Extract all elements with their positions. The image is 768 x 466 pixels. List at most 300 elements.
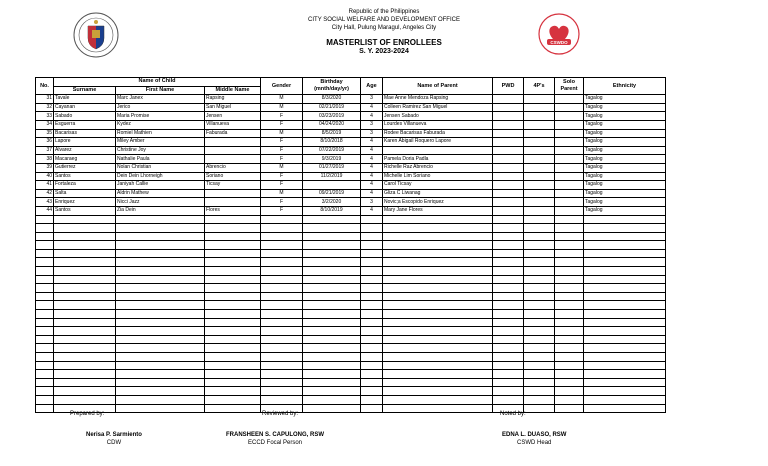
cell-age: 4 [361,172,383,181]
cell-solo-parent [555,155,584,164]
cell-surname [54,267,116,276]
cell-first-name [116,215,205,224]
cell-4ps [524,267,555,276]
cell-surname [54,395,116,404]
cell-first-name [116,310,205,319]
cell-gender [261,267,303,276]
cell-ethnicity [584,327,666,336]
cell-solo-parent [555,395,584,404]
cell-4ps [524,95,555,104]
prepared-by-signatory [86,431,142,447]
cell-pwd [493,258,524,267]
cell-age [361,224,383,233]
cell-birthday: 09/21/2019 [303,189,361,198]
cell-pwd [493,172,524,181]
empty-table-row [36,215,666,224]
cell-birthday [303,361,361,370]
cswdo-logo-text: CSWDO [550,40,568,45]
cell-gender: M [261,103,303,112]
cell-first-name [116,335,205,344]
cell-birthday: 3/2/2020 [303,198,361,207]
empty-table-row [36,275,666,284]
cell-no [36,395,54,404]
cell-pwd [493,249,524,258]
cell-parent [383,215,493,224]
cell-ethnicity [584,275,666,284]
cell-4ps [524,189,555,198]
cell-birthday [303,318,361,327]
cell-parent [383,395,493,404]
cell-birthday [303,275,361,284]
cell-pwd [493,361,524,370]
empty-table-row [36,387,666,396]
empty-table-row [36,395,666,404]
cell-birthday: 02/21/2019 [303,103,361,112]
cell-no [36,310,54,319]
cell-surname: Bacarisas [54,129,116,138]
cell-first-name [116,327,205,336]
cell-middle-name: Faburada [205,129,261,138]
empty-table-row [36,232,666,241]
cell-ethnicity: Tagalog [584,155,666,164]
cell-gender: M [261,95,303,104]
cell-surname: Tavale [54,95,116,104]
cell-ethnicity: Tagalog [584,129,666,138]
cell-gender: M [261,189,303,198]
noted-by-block [500,410,526,418]
cell-age: 3 [361,95,383,104]
cell-parent: Richelle Raz Abrencio [383,163,493,172]
cell-first-name [116,387,205,396]
cell-surname [54,224,116,233]
cell-ethnicity [584,378,666,387]
empty-table-row [36,241,666,250]
cell-parent [383,292,493,301]
cell-4ps [524,155,555,164]
cell-first-name: Maria Promise [116,112,205,121]
table-row [36,206,666,215]
cell-parent: Colleen Ramirez San Miguel [383,103,493,112]
cell-solo-parent [555,318,584,327]
cell-parent: Rodee Bacarisas Faburada [383,129,493,138]
cell-pwd [493,378,524,387]
cell-first-name: Dein Dein Lhorneigh [116,172,205,181]
cell-solo-parent [555,249,584,258]
cell-4ps [524,163,555,172]
cell-4ps [524,129,555,138]
cell-pwd [493,232,524,241]
cell-surname [54,301,116,310]
cell-pwd [493,163,524,172]
cell-gender [261,318,303,327]
cell-gender: M [261,163,303,172]
cell-parent [383,404,493,413]
cell-first-name [116,353,205,362]
cell-no [36,361,54,370]
cell-surname [54,370,116,379]
cell-ethnicity [584,310,666,319]
cell-parent [383,249,493,258]
cell-birthday [303,310,361,319]
cell-no: 31 [36,95,54,104]
table-row [36,181,666,190]
cell-solo-parent [555,361,584,370]
cell-birthday [303,395,361,404]
col-gender: Gender [261,78,303,95]
cell-pwd [493,275,524,284]
cell-age [361,310,383,319]
cell-gender [261,224,303,233]
cell-no: 43 [36,198,54,207]
cell-pwd [493,224,524,233]
cell-ethnicity: Tagalog [584,138,666,147]
cell-gender [261,344,303,353]
cell-age [361,318,383,327]
cell-no [36,249,54,258]
cell-no [36,224,54,233]
cell-ethnicity [584,361,666,370]
cell-no: 42 [36,189,54,198]
cell-surname: Alvarez [54,146,116,155]
cell-gender [261,310,303,319]
cell-first-name [116,318,205,327]
cell-gender [261,361,303,370]
cell-solo-parent [555,284,584,293]
cell-age [361,292,383,301]
cell-gender [261,215,303,224]
cell-no: 40 [36,172,54,181]
cell-pwd [493,318,524,327]
cell-gender: F [261,112,303,121]
cell-ethnicity [584,267,666,276]
cell-solo-parent [555,387,584,396]
cell-no [36,232,54,241]
cell-birthday [303,344,361,353]
cell-middle-name: Jensen [205,112,261,121]
col-name-of-parent: Name of Parent [383,78,493,95]
cell-surname [54,344,116,353]
cell-pwd [493,267,524,276]
cell-4ps [524,215,555,224]
cell-first-name [116,378,205,387]
cell-gender [261,241,303,250]
cell-gender: F [261,155,303,164]
cell-middle-name [205,344,261,353]
cell-first-name [116,284,205,293]
cell-4ps [524,206,555,215]
cell-ethnicity [584,370,666,379]
cell-4ps [524,103,555,112]
cell-no [36,258,54,267]
cell-solo-parent [555,129,584,138]
cell-no: 44 [36,206,54,215]
cell-parent [383,284,493,293]
school-year: S. Y. 2023-2024 [359,48,409,55]
cell-parent: Michelle Lim Soriano [383,172,493,181]
cell-ethnicity [584,387,666,396]
cell-solo-parent [555,103,584,112]
cell-gender: F [261,206,303,215]
cell-ethnicity: Tagalog [584,206,666,215]
reviewed-by-position: ECCD Focal Person [247,440,303,446]
cell-gender [261,395,303,404]
cell-4ps [524,146,555,155]
cell-gender: M [261,129,303,138]
cell-gender [261,249,303,258]
prepared-by-position: CDW [106,440,122,446]
cell-surname: Salta [54,189,116,198]
cell-no [36,215,54,224]
cell-first-name: Zia Dein [116,206,205,215]
cell-birthday [303,224,361,233]
cell-parent: Mae Anne Mendoza Rapsing [383,95,493,104]
cell-surname [54,310,116,319]
cell-age: 3 [361,120,383,129]
cell-first-name: Nolan Christian [116,163,205,172]
cell-ethnicity: Tagalog [584,120,666,129]
cell-middle-name [205,146,261,155]
cell-age: 4 [361,163,383,172]
cell-gender [261,387,303,396]
cell-middle-name [205,189,261,198]
cell-ethnicity [584,215,666,224]
cell-first-name [116,395,205,404]
cell-surname [54,258,116,267]
cell-surname [54,353,116,362]
cell-4ps [524,198,555,207]
cell-first-name: Nathalie Paula [116,155,205,164]
cell-solo-parent [555,120,584,129]
col-birthday: Birthday (mnth/day/yr) [303,78,361,95]
cell-no [36,335,54,344]
table-body [36,95,666,413]
cell-solo-parent [555,232,584,241]
col-no: No. [36,78,54,95]
cell-4ps [524,344,555,353]
cell-age [361,353,383,362]
cell-surname: Sabado [54,112,116,121]
cell-pwd [493,215,524,224]
cell-middle-name: Soriano [205,172,261,181]
cell-parent [383,378,493,387]
cell-no [36,370,54,379]
cell-first-name: Christine Joy [116,146,205,155]
cell-middle-name [205,224,261,233]
cell-4ps [524,327,555,336]
cell-gender [261,327,303,336]
cell-birthday [303,327,361,336]
cell-gender [261,378,303,387]
cell-middle-name [205,353,261,362]
cell-age [361,361,383,370]
cell-pwd [493,370,524,379]
cell-solo-parent [555,258,584,267]
empty-table-row [36,353,666,362]
cell-4ps [524,301,555,310]
cell-pwd [493,138,524,147]
cell-solo-parent [555,189,584,198]
cell-surname [54,318,116,327]
cell-4ps [524,181,555,190]
cell-middle-name [205,198,261,207]
cell-4ps [524,258,555,267]
cell-first-name [116,370,205,379]
col-name-of-child: Name of Child [54,78,261,87]
cell-no [36,327,54,336]
cell-middle-name [205,267,261,276]
cell-birthday: 04/24/2020 [303,120,361,129]
cell-surname: Macaraeg [54,155,116,164]
cell-4ps [524,353,555,362]
cell-parent: Mary Jane Flores [383,206,493,215]
prepared-by-name: Nerisa P. Sarmiento [86,432,142,438]
cell-middle-name [205,155,261,164]
cell-pwd [493,155,524,164]
cell-first-name [116,249,205,258]
cell-4ps [524,318,555,327]
cell-solo-parent [555,198,584,207]
cell-first-name [116,292,205,301]
cell-ethnicity [584,318,666,327]
cell-middle-name [205,404,261,413]
cell-middle-name: Abrencio [205,163,261,172]
cell-pwd [493,344,524,353]
cell-ethnicity [584,301,666,310]
cell-parent [383,146,493,155]
cell-middle-name: Flores [205,206,261,215]
cell-age: 4 [361,146,383,155]
cell-ethnicity [584,353,666,362]
cell-gender [261,301,303,310]
cell-age [361,370,383,379]
cell-no [36,275,54,284]
cell-solo-parent [555,215,584,224]
cell-4ps [524,249,555,258]
cell-first-name [116,361,205,370]
cell-surname: Santos [54,172,116,181]
cell-ethnicity: Tagalog [584,146,666,155]
cell-parent [383,224,493,233]
cell-pwd [493,327,524,336]
col-pwd: PWD [493,78,524,95]
cell-ethnicity [584,284,666,293]
cell-4ps [524,112,555,121]
reviewed-by-block [262,410,298,418]
cell-4ps [524,120,555,129]
cell-first-name: Kydez [116,120,205,129]
cell-birthday [303,370,361,379]
cell-4ps [524,241,555,250]
cell-pwd [493,284,524,293]
cell-age [361,284,383,293]
empty-table-row [36,378,666,387]
cell-no [36,344,54,353]
cell-parent [383,275,493,284]
cell-middle-name [205,335,261,344]
cell-parent: Carol Ticsay [383,181,493,190]
cell-gender: F [261,146,303,155]
cell-birthday: 07/22/2019 [303,146,361,155]
cell-middle-name [205,258,261,267]
prepared-by-block [70,410,104,418]
cell-parent [383,370,493,379]
header-office: CITY SOCIAL WELFARE AND DEVELOPMENT OFFICE [308,17,460,23]
cell-solo-parent [555,378,584,387]
cell-birthday [303,353,361,362]
cell-gender: F [261,181,303,190]
cell-surname [54,215,116,224]
cell-ethnicity: Tagalog [584,198,666,207]
table-row [36,198,666,207]
cell-ethnicity [584,258,666,267]
cell-solo-parent [555,138,584,147]
cell-solo-parent [555,224,584,233]
cell-first-name: Nicci Jazz [116,198,205,207]
cell-surname [54,378,116,387]
cell-age: 4 [361,181,383,190]
cell-solo-parent [555,163,584,172]
cell-no: 35 [36,129,54,138]
cell-solo-parent [555,172,584,181]
cell-pwd [493,95,524,104]
col-solo-parent: Solo Parent [555,78,584,95]
cell-parent [383,327,493,336]
cell-parent [383,232,493,241]
cell-middle-name [205,215,261,224]
cell-surname [54,292,116,301]
cell-no: 41 [36,181,54,190]
cell-age [361,404,383,413]
cell-solo-parent [555,353,584,362]
empty-table-row [36,292,666,301]
cell-pwd [493,310,524,319]
cell-middle-name [205,284,261,293]
cell-birthday: 8/5/2019 [303,129,361,138]
cell-birthday: 11/2/2019 [303,172,361,181]
empty-table-row [36,301,666,310]
cell-first-name: Marc Janex [116,95,205,104]
empty-table-row [36,284,666,293]
cell-birthday [303,181,361,190]
cell-4ps [524,335,555,344]
cell-surname [54,249,116,258]
cell-no [36,267,54,276]
cell-4ps [524,232,555,241]
cell-gender: F [261,172,303,181]
cell-middle-name [205,138,261,147]
cell-solo-parent [555,301,584,310]
cell-age [361,232,383,241]
cell-parent: Karen Abigail Roquero Lapore [383,138,493,147]
cell-no [36,404,54,413]
cell-gender [261,353,303,362]
cell-middle-name [205,327,261,336]
cell-parent [383,387,493,396]
cell-no [36,378,54,387]
cell-4ps [524,284,555,293]
cell-ethnicity [584,249,666,258]
cell-surname: Santos [54,206,116,215]
cell-no: 37 [36,146,54,155]
cell-birthday [303,387,361,396]
cell-birthday: 8/3/2020 [303,95,361,104]
cell-no: 38 [36,155,54,164]
cell-solo-parent [555,112,584,121]
cell-age [361,335,383,344]
cell-4ps [524,378,555,387]
cell-pwd [493,189,524,198]
cell-age: 3 [361,129,383,138]
